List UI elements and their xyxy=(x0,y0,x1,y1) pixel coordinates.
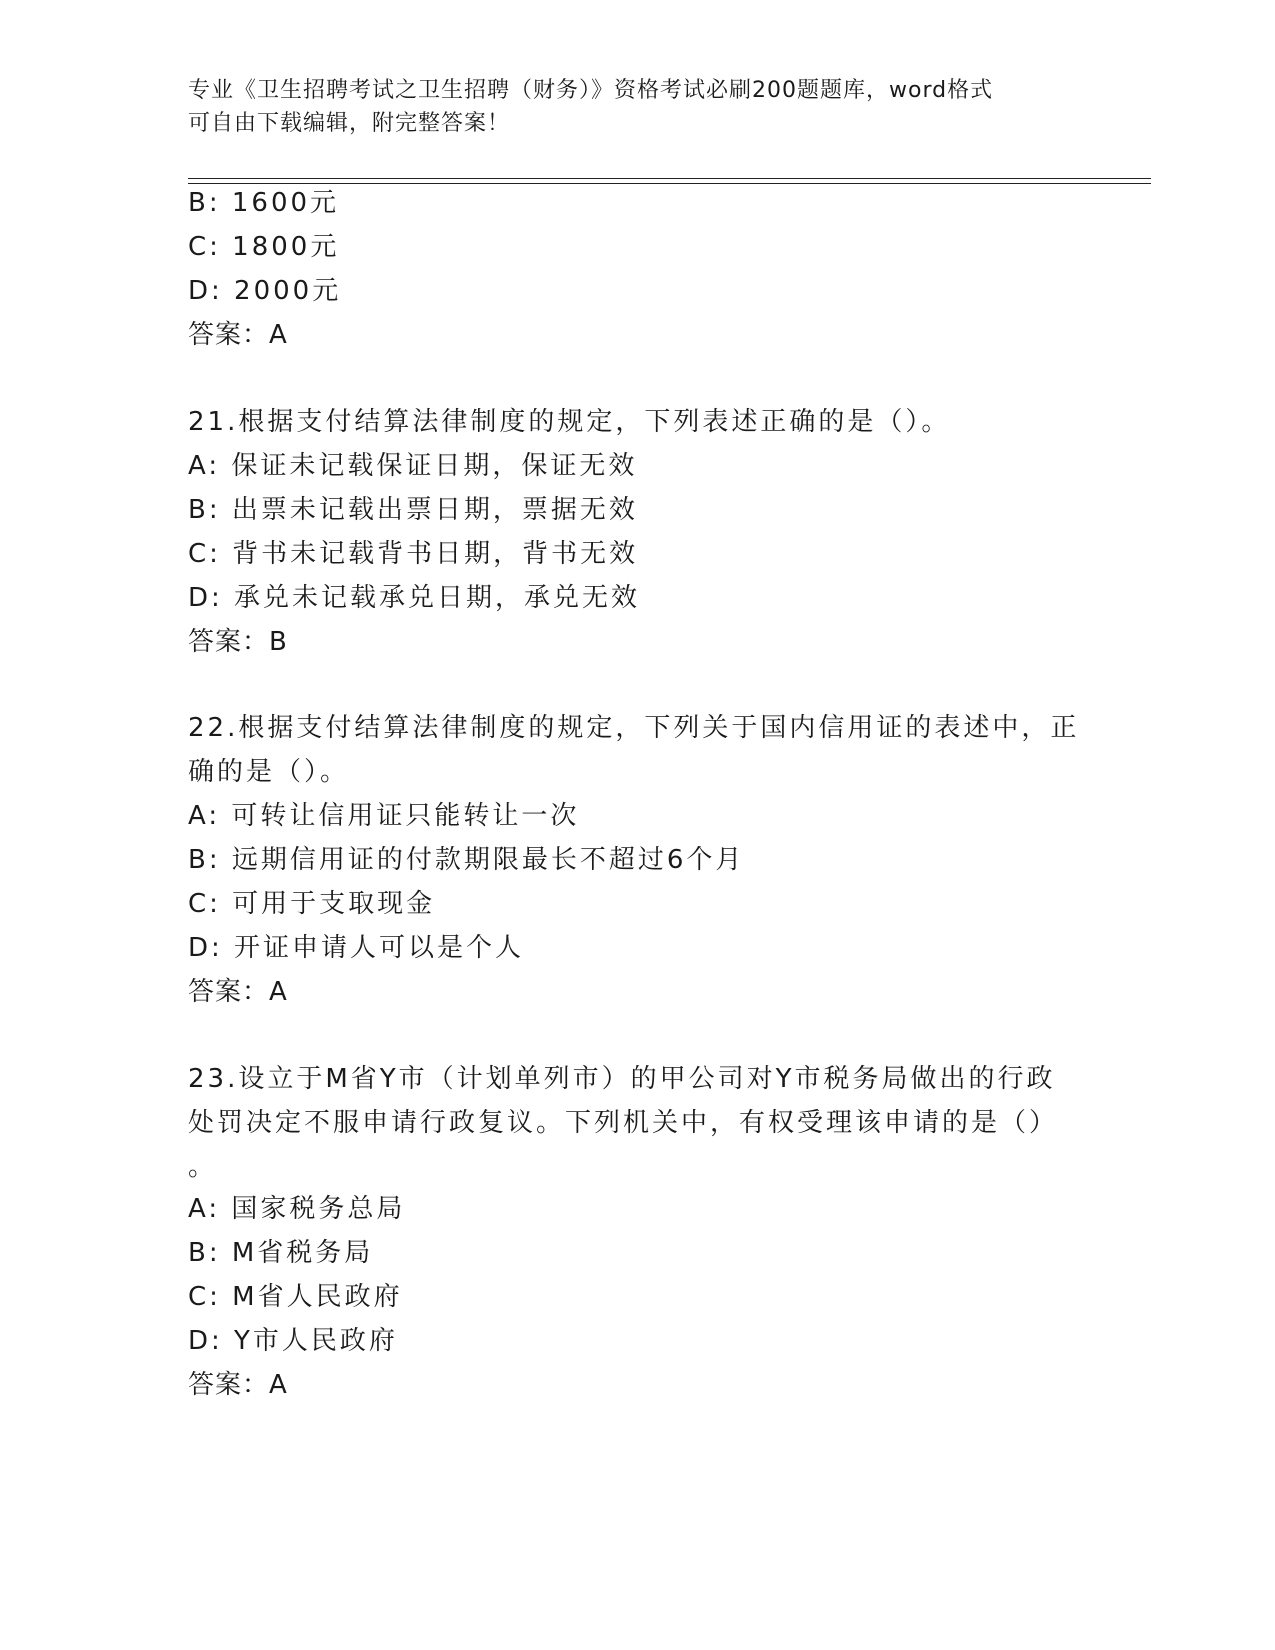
q23-option-d: D: Y市人民政府 xyxy=(188,1326,398,1356)
q23-stem-line1: 23.设立于M省Y市（计划单列市）的甲公司对Y市税务局做出的行政 xyxy=(188,1064,1056,1094)
q20-option-c: C: 1800元 xyxy=(188,232,340,262)
q20-answer: 答案：A xyxy=(188,320,288,350)
q23-answer: 答案：A xyxy=(188,1370,288,1400)
q23-option-c: C: M省人民政府 xyxy=(188,1282,403,1312)
q20-option-b: B: 1600元 xyxy=(188,188,340,218)
q22-option-c: C: 可用于支取现金 xyxy=(188,889,436,919)
q23-option-a: A: 国家税务总局 xyxy=(188,1194,406,1224)
q21-answer: 答案：B xyxy=(188,627,288,657)
header-title-line2: 可自由下载编辑，附完整答案！ xyxy=(188,111,511,136)
q22-stem-line2: 确的是（）。 xyxy=(188,757,350,787)
document-header xyxy=(188,74,1088,140)
q21-option-b: B: 出票未记载出票日期，票据无效 xyxy=(188,495,638,525)
q22-stem-line1: 22.根据支付结算法律制度的规定，下列关于国内信用证的表述中，正 xyxy=(188,713,1080,743)
header-divider-bottom xyxy=(188,183,1151,184)
q23-stem-line3: 。 xyxy=(188,1152,218,1182)
q22-option-a: A: 可转让信用证只能转让一次 xyxy=(188,801,580,831)
header-title-line1: 专业《卫生招聘考试之卫生招聘（财务）》资格考试必刷200题题库，word格式 xyxy=(188,78,994,103)
q20-option-d: D: 2000元 xyxy=(188,276,342,306)
q23-option-b: B: M省税务局 xyxy=(188,1238,374,1268)
q22-answer: 答案：A xyxy=(188,977,288,1007)
header-divider-top xyxy=(188,178,1151,179)
q23-stem-line2: 处罚决定不服申请行政复议。下列机关中，有权受理该申请的是（） xyxy=(188,1108,1059,1138)
q21-option-a: A: 保证未记载保证日期，保证无效 xyxy=(188,451,638,481)
q22-option-d: D: 开证申请人可以是个人 xyxy=(188,933,525,963)
q22-option-b: B: 远期信用证的付款期限最长不超过6个月 xyxy=(188,845,745,875)
q21-option-d: D: 承兑未记载承兑日期，承兑无效 xyxy=(188,583,641,613)
q21-option-c: C: 背书未记载背书日期，背书无效 xyxy=(188,539,639,569)
q21-stem: 21.根据支付结算法律制度的规定，下列表述正确的是（）。 xyxy=(188,407,951,437)
